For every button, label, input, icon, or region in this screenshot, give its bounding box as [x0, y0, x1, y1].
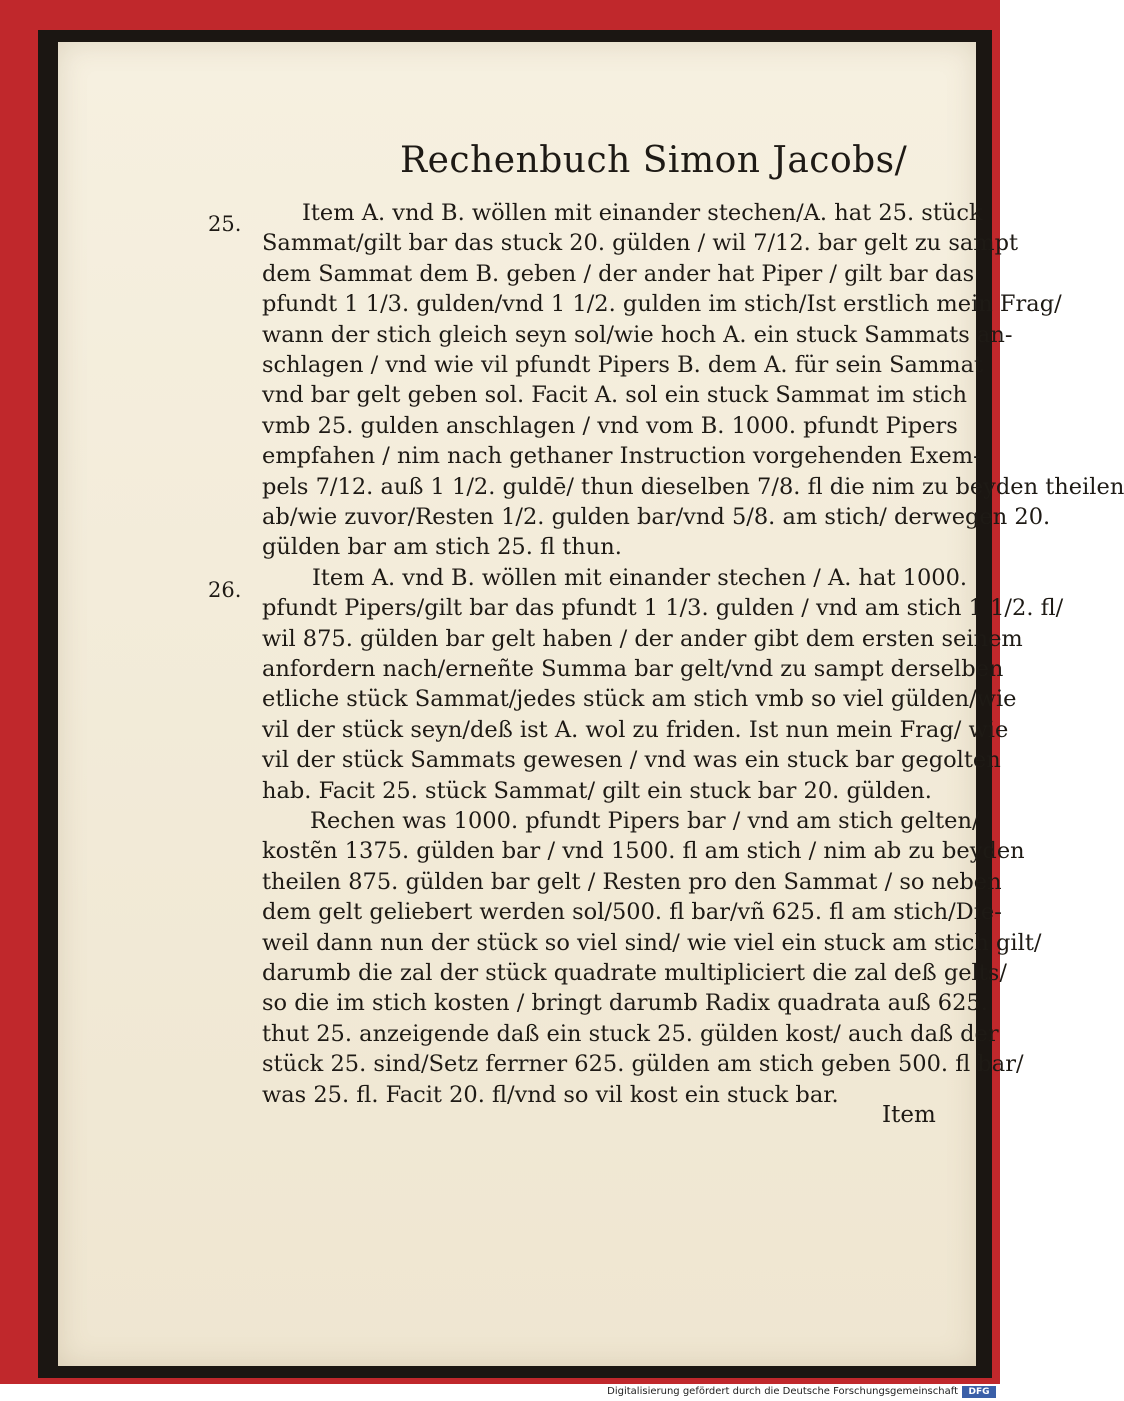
text-line: pfundt Pipers/gilt bar das pfundt 1 1/3. gulden / vnd am stich 1 1/2. fl/ [262, 595, 1064, 622]
text-line: weil dann nun der stück so viel sind/ wie viel ein stuck am stich gilt/ [262, 929, 1042, 956]
text-line: wann der stich gleich seyn sol/wie hoch A. ein stuck Sammats an- [262, 321, 1013, 348]
catchword: Item [882, 1102, 936, 1128]
text-line: empfahen / nim nach gethaner Instruction vorgehenden Exem- [262, 443, 981, 470]
text-line: hab. Facit 25. stück Sammat/ gilt ein stuck bar 20. gülden. [262, 777, 932, 804]
text-line: was 25. fl. Facit 20. fl/vnd so vil kost ein stuck bar. [262, 1081, 839, 1108]
text-line: pfundt 1 1/3. gulden/vnd 1 1/2. gulden im stich/Ist erstlich mein Frag/ [262, 291, 1062, 318]
text-line: pels 7/12. auß 1 1/2. guldē/ thun dieselben 7/8. fl die nim zu beyden theilen [262, 473, 1124, 500]
text-line: Sammat/gilt bar das stuck 20. gülden / wil 7/12. bar gelt zu sampt [262, 230, 1019, 257]
text-line: so die im stich kosten / bringt darumb Radix quadrata auß 625. [262, 990, 988, 1017]
text-line: wil 875. gülden bar gelt haben / der ander gibt dem ersten seinem [262, 625, 1023, 652]
item-number-26: 26. [208, 578, 242, 602]
footer-credit: Digitalisierung gefördert durch die Deutsche Forschungsgemeinschaft [607, 1386, 958, 1397]
text-line: vil der stück seyn/deß ist A. wol zu friden. Ist nun mein Frag/ wie [262, 716, 1009, 743]
item-number-25: 25. [208, 212, 242, 236]
text-line: schlagen / vnd wie vil pfundt Pipers B. dem A. für sein Sammat [262, 352, 984, 378]
text-line: kostẽn 1375. gülden bar / vnd 1500. fl am stich / nim ab zu beyden [262, 838, 1025, 865]
text-line: dem Sammat dem B. geben / der ander hat Piper / gilt bar das [262, 260, 975, 287]
text-line: Item A. vnd B. wöllen mit einander stechen/A. hat 25. stück [302, 200, 983, 226]
text-line: vmb 25. gulden anschlagen / vnd vom B. 1000. pfundt Pipers [262, 412, 958, 439]
text-line: theilen 875. gülden bar gelt / Resten pro den Sammat / so neben [262, 868, 1002, 895]
text-line: darumb die zal der stück quadrate multipliciert die zal deß gelts/ [262, 960, 1007, 986]
text-line: Item A. vnd B. wöllen mit einander stechen / A. hat 1000. [312, 564, 968, 591]
text-line: Rechen was 1000. pfundt Pipers bar / vnd am stich gelten/ [310, 808, 980, 834]
text-line: ab/wie zuvor/Resten 1/2. gulden bar/vnd 5/8. am stich/ derwegen 20. [262, 504, 1051, 530]
text-line: gülden bar am stich 25. fl thun. [262, 534, 622, 561]
running-head: Rechenbuch Simon Jacobs/ [400, 140, 908, 181]
text-line: vnd bar gelt geben sol. Facit A. sol ein stuck Sammat im stich [262, 382, 968, 409]
text-line: stück 25. sind/Setz ferrner 625. gülden am stich geben 500. fl bar/ [262, 1051, 1024, 1078]
text-line: anfordern nach/erneñte Summa bar gelt/vnd zu sampt derselben [262, 656, 1004, 682]
text-line: etliche stück Sammat/jedes stück am stich vmb so viel gülden/wie [262, 686, 1017, 713]
text-line: vil der stück Sammats gewesen / vnd was ein stuck bar gegolten [262, 747, 1001, 774]
text-line: dem gelt geliebert werden sol/500. fl bar/vñ 625. fl am stich/Die- [262, 899, 1002, 926]
text-line: thut 25. anzeigende daß ein stuck 25. gülden kost/ auch daß der [262, 1020, 999, 1047]
dfg-logo: DFG [962, 1386, 996, 1398]
